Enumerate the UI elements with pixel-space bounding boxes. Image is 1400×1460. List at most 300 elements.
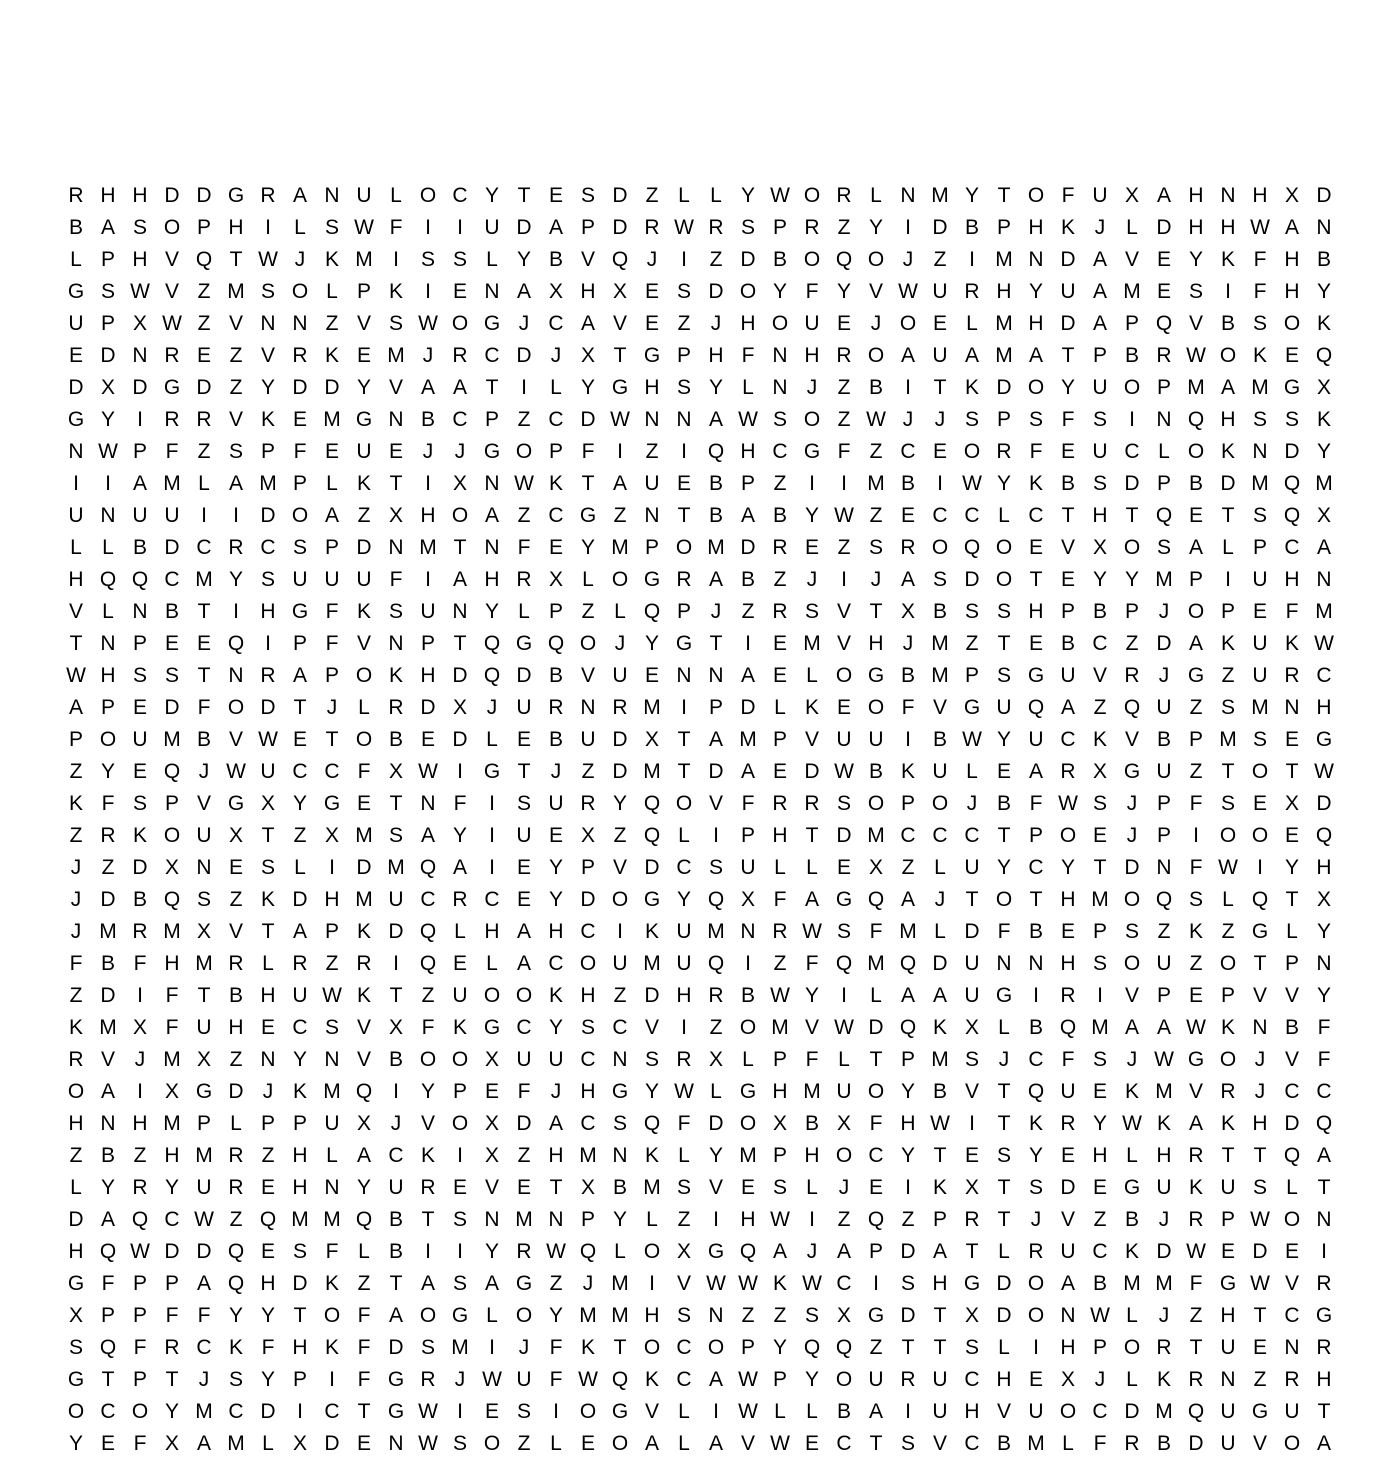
letter-cell[interactable]: J (422, 440, 434, 463)
letter-cell[interactable]: D (100, 344, 116, 367)
letter-cell[interactable]: K (356, 472, 371, 495)
letter-cell[interactable]: B (740, 984, 755, 1007)
letter-cell[interactable]: H (580, 984, 596, 1007)
letter-cell[interactable]: J (1158, 600, 1170, 623)
letter-cell[interactable]: O (867, 344, 885, 367)
letter-cell[interactable]: H (228, 216, 244, 239)
letter-cell[interactable]: S (420, 248, 435, 271)
letter-cell[interactable]: O (1123, 536, 1141, 559)
letter-cell[interactable]: M (227, 280, 245, 303)
letter-cell[interactable]: R (420, 1176, 436, 1199)
letter-cell[interactable]: P (740, 1336, 755, 1359)
letter-cell[interactable]: I (809, 472, 815, 495)
letter-cell[interactable]: U (1028, 728, 1044, 751)
letter-cell[interactable]: M (1027, 1432, 1045, 1455)
letter-cell[interactable]: N (548, 1208, 564, 1231)
letter-cell[interactable]: O (355, 664, 373, 687)
letter-cell[interactable]: E (1028, 632, 1043, 655)
letter-cell[interactable]: S (452, 1272, 467, 1295)
letter-cell[interactable]: H (548, 1144, 564, 1167)
letter-cell[interactable]: E (452, 280, 467, 303)
letter-cell[interactable]: Y (580, 536, 595, 559)
letter-cell[interactable]: Z (1125, 632, 1139, 655)
letter-cell[interactable]: F (549, 1368, 563, 1391)
letter-cell[interactable]: V (68, 600, 83, 623)
letter-cell[interactable]: A (1188, 536, 1203, 559)
letter-cell[interactable]: N (1252, 1016, 1268, 1039)
letter-cell[interactable]: E (1188, 504, 1203, 527)
letter-cell[interactable]: Y (580, 376, 595, 399)
letter-cell[interactable]: O (1187, 440, 1205, 463)
letter-cell[interactable]: O (1123, 376, 1141, 399)
letter-cell[interactable]: O (1219, 952, 1237, 975)
letter-cell[interactable]: H (580, 1080, 596, 1103)
letter-cell[interactable]: S (1220, 792, 1235, 815)
letter-cell[interactable]: G (483, 440, 501, 463)
letter-cell[interactable]: B (548, 248, 563, 271)
letter-cell[interactable]: G (643, 344, 661, 367)
letter-cell[interactable]: N (132, 344, 148, 367)
letter-cell[interactable]: T (997, 1176, 1011, 1199)
letter-cell[interactable]: Z (517, 1144, 531, 1167)
letter-cell[interactable]: I (393, 248, 399, 271)
letter-cell[interactable]: U (868, 1368, 884, 1391)
letter-cell[interactable]: L (998, 504, 1010, 527)
letter-cell[interactable]: L (326, 472, 338, 495)
letter-cell[interactable]: K (260, 408, 275, 431)
letter-cell[interactable]: S (132, 664, 147, 687)
letter-cell[interactable]: L (934, 920, 946, 943)
letter-cell[interactable]: O (67, 1400, 85, 1423)
letter-cell[interactable]: L (998, 1336, 1010, 1359)
letter-cell[interactable]: Q (643, 824, 661, 847)
letter-cell[interactable]: A (932, 1240, 947, 1263)
letter-cell[interactable]: N (420, 792, 436, 815)
letter-cell[interactable]: O (323, 1304, 341, 1327)
letter-cell[interactable]: U (1060, 1240, 1076, 1263)
letter-cell[interactable]: Z (517, 1432, 531, 1455)
letter-cell[interactable]: X (836, 1304, 851, 1327)
letter-cell[interactable]: L (550, 1432, 562, 1455)
letter-cell[interactable]: M (643, 696, 661, 719)
letter-cell[interactable]: P (868, 1240, 883, 1263)
letter-cell[interactable]: L (230, 1112, 242, 1135)
letter-cell[interactable]: R (1156, 344, 1172, 367)
letter-cell[interactable]: G (1315, 1304, 1333, 1327)
letter-cell[interactable]: K (132, 824, 147, 847)
letter-cell[interactable]: E (1284, 1240, 1299, 1263)
letter-cell[interactable]: W (834, 1016, 854, 1039)
letter-cell[interactable]: R (260, 664, 276, 687)
letter-cell[interactable]: P (996, 216, 1011, 239)
letter-cell[interactable]: F (1189, 792, 1203, 815)
letter-cell[interactable]: E (196, 344, 211, 367)
letter-cell[interactable]: Q (227, 1272, 245, 1295)
letter-cell[interactable]: I (393, 1080, 399, 1103)
letter-cell[interactable]: W (1314, 632, 1334, 655)
letter-cell[interactable]: H (548, 920, 564, 943)
letter-cell[interactable]: J (1126, 792, 1138, 815)
letter-cell[interactable]: R (772, 920, 788, 943)
letter-cell[interactable]: L (326, 1144, 338, 1167)
letter-cell[interactable]: R (356, 952, 372, 975)
letter-cell[interactable]: H (260, 1272, 276, 1295)
letter-cell[interactable]: Z (261, 1144, 275, 1167)
letter-cell[interactable]: I (329, 856, 335, 879)
letter-cell[interactable]: P (1188, 728, 1203, 751)
letter-cell[interactable]: D (996, 1272, 1012, 1295)
letter-cell[interactable]: E (932, 312, 947, 335)
letter-cell[interactable]: J (550, 760, 562, 783)
letter-cell[interactable]: Y (1124, 568, 1139, 591)
letter-cell[interactable]: Y (900, 1080, 915, 1103)
letter-cell[interactable]: D (740, 536, 756, 559)
letter-cell[interactable]: V (228, 312, 243, 335)
letter-cell[interactable]: N (1316, 1208, 1332, 1231)
letter-cell[interactable]: X (708, 1048, 723, 1071)
letter-cell[interactable]: T (1221, 1144, 1235, 1167)
letter-cell[interactable]: P (100, 696, 115, 719)
letter-cell[interactable]: X (1092, 760, 1107, 783)
letter-cell[interactable]: A (1028, 344, 1043, 367)
letter-cell[interactable]: F (997, 920, 1011, 943)
letter-cell[interactable]: J (902, 632, 914, 655)
letter-cell[interactable]: F (869, 1112, 883, 1135)
letter-cell[interactable]: X (1284, 184, 1299, 207)
letter-cell[interactable]: N (100, 1112, 116, 1135)
letter-cell[interactable]: F (581, 440, 595, 463)
letter-cell[interactable]: S (644, 1048, 659, 1071)
letter-cell[interactable]: T (197, 984, 211, 1007)
letter-cell[interactable]: D (708, 1112, 724, 1135)
letter-cell[interactable]: O (867, 696, 885, 719)
letter-cell[interactable]: A (1092, 280, 1107, 303)
letter-cell[interactable]: G (611, 1400, 629, 1423)
letter-cell[interactable]: N (388, 536, 404, 559)
letter-cell[interactable]: H (676, 984, 692, 1007)
letter-cell[interactable]: L (1286, 920, 1298, 943)
letter-cell[interactable]: H (1092, 1144, 1108, 1167)
letter-cell[interactable]: M (227, 1432, 245, 1455)
letter-cell[interactable]: E (964, 1144, 979, 1167)
letter-cell[interactable]: E (1156, 280, 1171, 303)
letter-cell[interactable]: S (932, 568, 947, 591)
letter-cell[interactable]: O (355, 728, 373, 751)
letter-cell[interactable]: C (260, 536, 276, 559)
letter-cell[interactable]: S (1092, 1048, 1107, 1071)
letter-cell[interactable]: R (452, 344, 468, 367)
letter-cell[interactable]: I (905, 216, 911, 239)
letter-cell[interactable]: L (1062, 1432, 1074, 1455)
letter-cell[interactable]: Y (612, 792, 627, 815)
letter-cell[interactable]: B (1092, 1272, 1107, 1295)
letter-cell[interactable]: H (420, 504, 436, 527)
letter-cell[interactable]: K (68, 792, 83, 815)
letter-cell[interactable]: S (100, 280, 115, 303)
letter-cell[interactable]: X (260, 792, 275, 815)
letter-cell[interactable]: Y (1316, 920, 1331, 943)
letter-cell[interactable]: H (868, 632, 884, 655)
letter-cell[interactable]: V (1252, 984, 1267, 1007)
letter-cell[interactable]: Z (357, 504, 371, 527)
letter-cell[interactable]: U (1060, 280, 1076, 303)
letter-cell[interactable]: H (292, 1336, 308, 1359)
letter-cell[interactable]: Y (68, 1432, 83, 1455)
letter-cell[interactable]: P (548, 600, 563, 623)
letter-cell[interactable]: W (1250, 1208, 1270, 1231)
letter-cell[interactable]: L (966, 312, 978, 335)
letter-cell[interactable]: E (388, 440, 403, 463)
letter-cell[interactable]: B (772, 248, 787, 271)
letter-cell[interactable]: Q (99, 568, 117, 591)
letter-cell[interactable]: C (900, 824, 916, 847)
letter-cell[interactable]: A (740, 760, 755, 783)
letter-cell[interactable]: H (132, 248, 148, 271)
letter-cell[interactable]: P (292, 472, 307, 495)
letter-cell[interactable]: A (100, 1080, 115, 1103)
letter-cell[interactable]: I (425, 1240, 431, 1263)
letter-cell[interactable]: S (420, 1336, 435, 1359)
letter-cell[interactable]: U (1092, 440, 1108, 463)
letter-cell[interactable]: N (1316, 216, 1332, 239)
letter-cell[interactable]: S (676, 376, 691, 399)
letter-cell[interactable]: L (1126, 1368, 1138, 1391)
letter-cell[interactable]: N (388, 632, 404, 655)
letter-cell[interactable]: M (515, 1208, 533, 1231)
letter-cell[interactable]: L (614, 1240, 626, 1263)
letter-cell[interactable]: N (612, 1048, 628, 1071)
letter-cell[interactable]: I (521, 376, 527, 399)
letter-cell[interactable]: L (1126, 1144, 1138, 1167)
letter-cell[interactable]: Y (1188, 248, 1203, 271)
letter-cell[interactable]: D (68, 1208, 84, 1231)
letter-cell[interactable]: U (1220, 1336, 1236, 1359)
letter-cell[interactable]: K (1220, 632, 1235, 655)
letter-cell[interactable]: S (1156, 536, 1171, 559)
letter-cell[interactable]: R (132, 1176, 148, 1199)
letter-cell[interactable]: D (516, 1112, 532, 1135)
letter-cell[interactable]: M (1219, 728, 1237, 751)
letter-cell[interactable]: C (420, 888, 436, 911)
letter-cell[interactable]: N (740, 920, 756, 943)
letter-cell[interactable]: O (1027, 376, 1045, 399)
letter-cell[interactable]: M (195, 1144, 213, 1167)
letter-cell[interactable]: Q (963, 536, 981, 559)
letter-cell[interactable]: T (517, 184, 531, 207)
letter-cell[interactable]: I (1225, 280, 1231, 303)
letter-cell[interactable]: T (453, 632, 467, 655)
letter-cell[interactable]: Z (517, 504, 531, 527)
letter-cell[interactable]: E (516, 888, 531, 911)
letter-cell[interactable]: Z (645, 184, 659, 207)
letter-cell[interactable]: L (294, 216, 306, 239)
letter-cell[interactable]: T (869, 1048, 883, 1071)
letter-cell[interactable]: E (740, 1176, 755, 1199)
letter-cell[interactable]: R (516, 1240, 532, 1263)
letter-cell[interactable]: S (228, 440, 243, 463)
letter-cell[interactable]: E (836, 312, 851, 335)
letter-cell[interactable]: E (484, 1080, 499, 1103)
letter-cell[interactable]: Q (227, 1240, 245, 1263)
letter-cell[interactable]: A (420, 376, 435, 399)
letter-cell[interactable]: D (868, 1016, 884, 1039)
letter-cell[interactable]: N (68, 440, 84, 463)
letter-cell[interactable]: H (1028, 600, 1044, 623)
letter-cell[interactable]: T (901, 1336, 915, 1359)
letter-cell[interactable]: O (995, 536, 1013, 559)
letter-cell[interactable]: W (258, 728, 278, 751)
letter-cell[interactable]: W (354, 216, 374, 239)
letter-cell[interactable]: T (101, 1368, 115, 1391)
letter-cell[interactable]: S (388, 600, 403, 623)
letter-cell[interactable]: E (68, 344, 83, 367)
letter-cell[interactable]: A (100, 216, 115, 239)
letter-cell[interactable]: P (132, 1272, 147, 1295)
letter-cell[interactable]: R (900, 536, 916, 559)
letter-cell[interactable]: N (196, 856, 212, 879)
letter-cell[interactable]: D (708, 280, 724, 303)
letter-cell[interactable]: Y (548, 856, 563, 879)
letter-cell[interactable]: B (868, 760, 883, 783)
letter-cell[interactable]: Q (419, 920, 437, 943)
letter-cell[interactable]: Q (867, 888, 885, 911)
letter-cell[interactable]: M (323, 408, 341, 431)
letter-cell[interactable]: V (932, 696, 947, 719)
letter-cell[interactable]: L (358, 696, 370, 719)
letter-cell[interactable]: G (1123, 760, 1141, 783)
letter-cell[interactable]: L (70, 248, 82, 271)
letter-cell[interactable]: X (964, 1176, 979, 1199)
letter-cell[interactable]: T (1253, 1144, 1267, 1167)
letter-cell[interactable]: A (228, 472, 243, 495)
letter-cell[interactable]: D (612, 184, 628, 207)
letter-cell[interactable]: M (611, 536, 629, 559)
letter-cell[interactable]: N (324, 1176, 340, 1199)
letter-cell[interactable]: F (165, 1016, 179, 1039)
letter-cell[interactable]: J (326, 696, 338, 719)
letter-cell[interactable]: H (324, 888, 340, 911)
letter-cell[interactable]: J (614, 632, 626, 655)
letter-cell[interactable]: X (452, 696, 467, 719)
letter-cell[interactable]: R (644, 216, 660, 239)
letter-cell[interactable]: E (484, 1400, 499, 1423)
letter-cell[interactable]: H (228, 1016, 244, 1039)
letter-cell[interactable]: J (1094, 1368, 1106, 1391)
letter-cell[interactable]: D (196, 184, 212, 207)
letter-cell[interactable]: U (996, 696, 1012, 719)
letter-cell[interactable]: J (806, 568, 818, 591)
letter-cell[interactable]: H (1284, 248, 1300, 271)
letter-cell[interactable]: F (101, 792, 115, 815)
letter-cell[interactable]: K (1060, 216, 1075, 239)
letter-cell[interactable]: B (772, 504, 787, 527)
letter-cell[interactable]: C (932, 504, 948, 527)
letter-cell[interactable]: X (836, 1112, 851, 1135)
letter-cell[interactable]: U (516, 1048, 532, 1071)
letter-cell[interactable]: S (804, 600, 819, 623)
letter-cell[interactable]: L (454, 920, 466, 943)
letter-cell[interactable]: N (100, 504, 116, 527)
letter-cell[interactable]: S (68, 1336, 83, 1359)
letter-cell[interactable]: F (901, 696, 915, 719)
letter-cell[interactable]: R (68, 1048, 84, 1071)
letter-cell[interactable]: E (772, 632, 787, 655)
letter-cell[interactable]: J (198, 1368, 210, 1391)
letter-cell[interactable]: Z (933, 248, 947, 271)
letter-cell[interactable]: I (1257, 856, 1263, 879)
letter-cell[interactable]: J (1158, 1304, 1170, 1327)
letter-cell[interactable]: S (676, 1176, 691, 1199)
letter-cell[interactable]: U (836, 1080, 852, 1103)
letter-cell[interactable]: P (292, 632, 307, 655)
letter-cell[interactable]: A (740, 664, 755, 687)
letter-cell[interactable]: U (1284, 1400, 1300, 1423)
letter-cell[interactable]: Q (739, 1240, 757, 1263)
letter-cell[interactable]: R (196, 408, 212, 431)
letter-cell[interactable]: B (388, 1240, 403, 1263)
letter-cell[interactable]: W (834, 504, 854, 527)
letter-cell[interactable]: L (262, 1432, 274, 1455)
letter-cell[interactable]: G (387, 1368, 405, 1391)
letter-cell[interactable]: A (292, 920, 307, 943)
letter-cell[interactable]: C (1316, 664, 1332, 687)
letter-cell[interactable]: C (676, 1336, 692, 1359)
letter-cell[interactable]: R (772, 536, 788, 559)
letter-cell[interactable]: M (867, 472, 885, 495)
letter-cell[interactable]: S (964, 1048, 979, 1071)
letter-cell[interactable]: C (196, 536, 212, 559)
letter-cell[interactable]: P (356, 280, 371, 303)
letter-cell[interactable]: I (265, 632, 271, 655)
letter-cell[interactable]: C (1028, 504, 1044, 527)
letter-cell[interactable]: N (676, 664, 692, 687)
letter-cell[interactable]: E (548, 824, 563, 847)
letter-cell[interactable]: J (806, 1240, 818, 1263)
letter-cell[interactable]: A (452, 856, 467, 879)
letter-cell[interactable]: P (324, 664, 339, 687)
letter-cell[interactable]: U (1156, 1176, 1172, 1199)
letter-cell[interactable]: T (997, 1208, 1011, 1231)
letter-cell[interactable]: P (164, 1272, 179, 1295)
letter-cell[interactable]: C (452, 184, 468, 207)
letter-cell[interactable]: O (931, 536, 949, 559)
letter-cell[interactable]: P (68, 728, 83, 751)
letter-cell[interactable]: Z (69, 1144, 83, 1167)
letter-cell[interactable]: O (867, 248, 885, 271)
letter-cell[interactable]: D (1124, 472, 1140, 495)
letter-cell[interactable]: I (681, 696, 687, 719)
letter-cell[interactable]: S (1188, 280, 1203, 303)
letter-cell[interactable]: D (932, 952, 948, 975)
letter-cell[interactable]: W (738, 1400, 758, 1423)
letter-cell[interactable]: D (164, 1240, 180, 1263)
letter-cell[interactable]: L (998, 1240, 1010, 1263)
letter-cell[interactable]: T (293, 696, 307, 719)
letter-cell[interactable]: J (582, 1272, 594, 1295)
letter-cell[interactable]: Y (772, 1336, 787, 1359)
letter-cell[interactable]: Y (644, 632, 659, 655)
letter-cell[interactable]: G (611, 1080, 629, 1103)
letter-cell[interactable]: G (1251, 1400, 1269, 1423)
letter-cell[interactable]: A (1316, 1432, 1331, 1455)
letter-cell[interactable]: L (966, 760, 978, 783)
letter-cell[interactable]: O (1027, 1304, 1045, 1327)
letter-cell[interactable]: E (1028, 536, 1043, 559)
letter-cell[interactable]: D (1284, 440, 1300, 463)
letter-cell[interactable]: E (1188, 984, 1203, 1007)
letter-cell[interactable]: W (130, 1240, 150, 1263)
letter-cell[interactable]: N (772, 376, 788, 399)
